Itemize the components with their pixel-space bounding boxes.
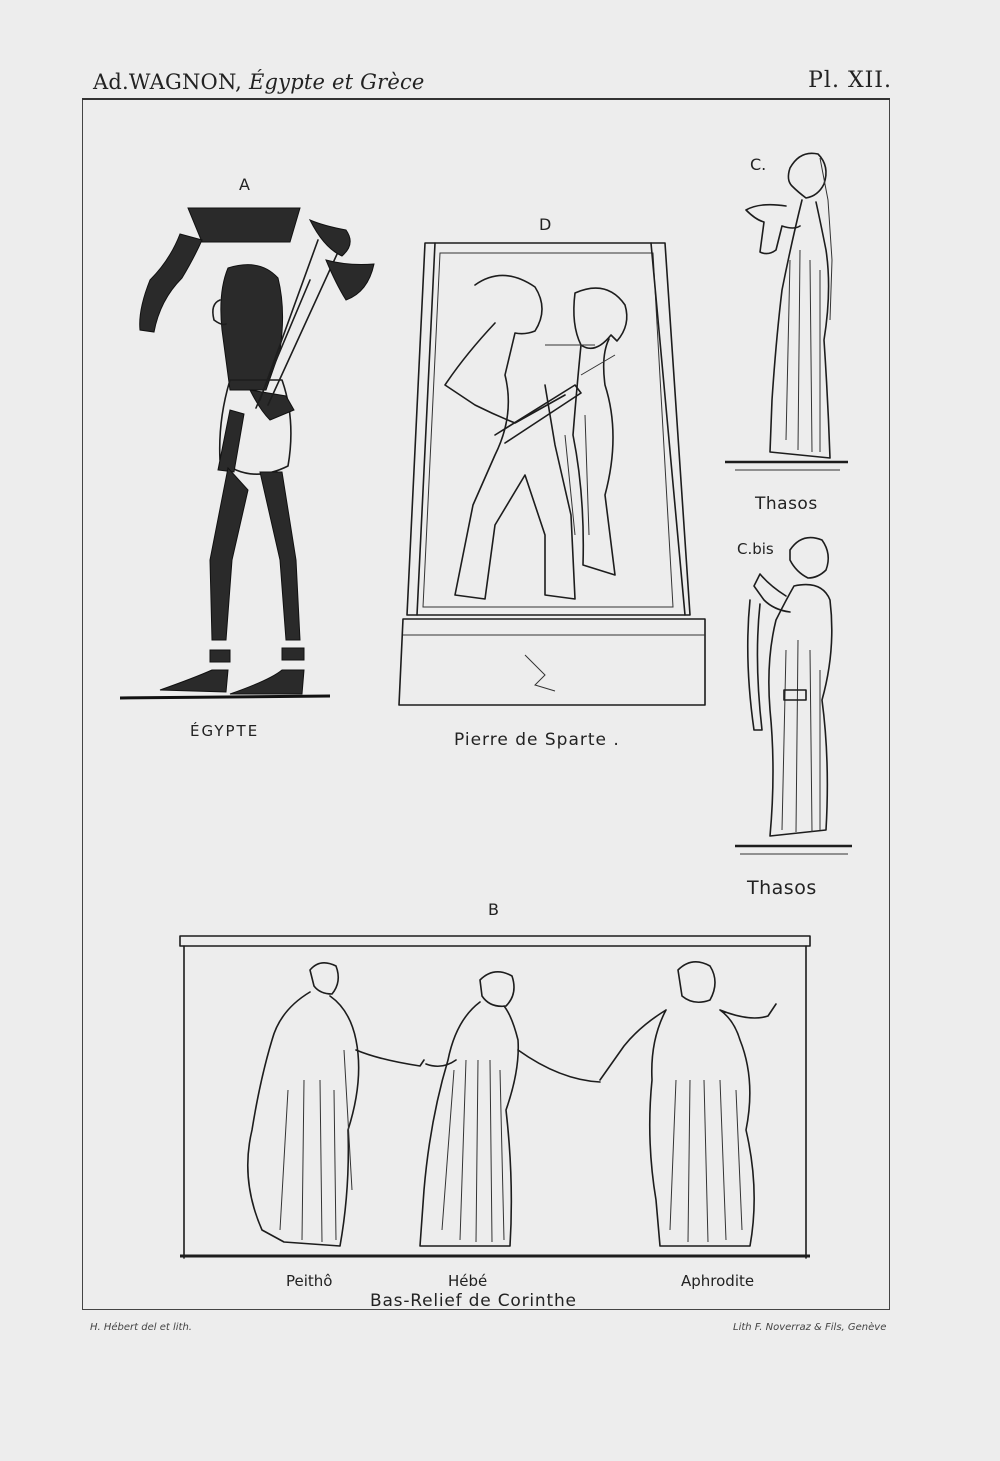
figure-a-caption: ÉGYPTE bbox=[190, 722, 260, 740]
figure-c-letter: C. bbox=[750, 155, 767, 174]
figure-b-name-hebe: Hébé bbox=[448, 1272, 488, 1290]
header-title: Égypte et Grèce bbox=[248, 70, 425, 94]
figure-d-letter: D bbox=[539, 215, 552, 234]
figure-b-letter: B bbox=[488, 900, 499, 919]
figure-b-name-aphrodite: Aphrodite bbox=[681, 1272, 755, 1290]
thasos-figure-cbis-illustration bbox=[730, 530, 860, 860]
header-author-title bbox=[93, 70, 425, 94]
figure-b-caption: Bas-Relief de Corinthe bbox=[370, 1291, 577, 1311]
figure-cbis-letter: C.bis bbox=[737, 540, 774, 558]
credit-right: Lith F. Noverraz & Fils, Genève bbox=[733, 1322, 887, 1333]
egyptian-figure-illustration bbox=[110, 200, 390, 705]
header-author: Ad.WAGNON, bbox=[93, 70, 243, 94]
corinth-bas-relief-illustration bbox=[180, 930, 810, 1266]
sparta-stone-relief-illustration bbox=[395, 235, 715, 710]
figure-d-caption: Pierre de Sparte . bbox=[454, 730, 620, 750]
figure-cbis-caption: Thasos bbox=[747, 877, 817, 899]
plate-number: Pl. XII. bbox=[808, 68, 892, 93]
credit-left: H. Hébert del et lith. bbox=[90, 1322, 192, 1333]
figure-a-letter: A bbox=[239, 175, 250, 194]
thasos-figure-c-illustration bbox=[720, 140, 860, 480]
figure-c-caption: Thasos bbox=[755, 494, 818, 514]
figure-b-name-peitho: Peithô bbox=[286, 1272, 333, 1290]
